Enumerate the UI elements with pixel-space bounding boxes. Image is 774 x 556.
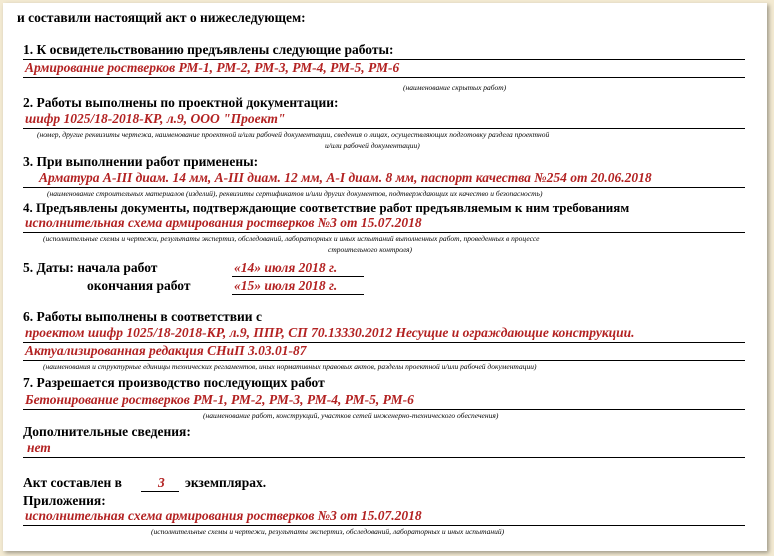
attachments-line <box>23 525 745 526</box>
extra-info-value: нет <box>27 440 51 455</box>
section-1-note: (наименование скрытых работ) <box>403 83 507 92</box>
section-3-value: Арматура А-III диам. 14 мм, А-III диам. 12 мм, А-I диам. 8 мм, паспорт качества №254 от 20.06.2018 <box>39 170 652 185</box>
section-7-line <box>23 409 745 410</box>
section-3-line <box>23 187 745 188</box>
end-date-line <box>232 294 364 295</box>
extra-info-line <box>23 457 745 458</box>
copies-count: 3 <box>158 475 165 490</box>
section-1-label: 1. К освидетельствованию предъявлены следующие работы: <box>23 42 394 57</box>
section-5-end-label: окончания работ <box>87 278 191 293</box>
section-4-label: 4. Предъявлены документы, подтверждающие соответствие работ предъявляемым к ним требованиям <box>23 200 630 215</box>
section-7-value: Бетонирование ростверков РМ-1, РМ-2, РМ-3, РМ-4, РМ-5, РМ-6 <box>25 392 414 407</box>
section-6-label: 6. Работы выполнены в соответствии с <box>23 309 262 324</box>
section-6-line-2 <box>23 360 745 361</box>
section-6-note: (наименования и структурные единицы технических регламентов, иных нормативных правовых актов, разделы проектной и/или рабочей документации) <box>43 362 537 371</box>
copies-prefix: Акт составлен в <box>23 475 122 490</box>
attachments-value: исполнительная схема армирования ростверков №3 от 15.07.2018 <box>25 508 422 523</box>
section-2-value: шифр 1025/18-2018-КР, л.9, ООО "Проект" <box>25 111 286 126</box>
section-4-note-1: (исполнительные схемы и чертежи, результаты экспертиз, обследований, лабораторных и иных испытаний выполненных работ, проведенных в процессе <box>43 234 540 243</box>
start-date-value: «14» июля 2018 г. <box>234 260 338 275</box>
section-4-value: исполнительная схема армирования ростверков №3 от 15.07.2018 <box>25 215 422 230</box>
start-date-line <box>232 276 364 277</box>
section-2-note-1: (номер, другие реквизиты чертежа, наименование проектной и/или рабочей документации, сведения о лицах, осуществляющих подготовку раздела проектной <box>37 130 550 139</box>
copies-suffix: экземплярах. <box>185 475 267 490</box>
document-intro: и составили настоящий акт о нижеследующем: <box>17 10 306 25</box>
section-4-note-2: строительного контроля) <box>328 245 412 254</box>
section-7-note: (наименование работ, конструкций, участков сетей инженерно-технического обеспечения) <box>203 411 499 420</box>
end-date-value: «15» июля 2018 г. <box>234 278 338 293</box>
attachments-note: (исполнительные схемы и чертежи, результаты экспертиз, обследований, лабораторных и иных испытаний) <box>151 527 505 536</box>
section-2-label: 2. Работы выполнены по проектной документации: <box>23 95 339 110</box>
attachments-label: Приложения: <box>23 493 106 508</box>
act-document <box>3 3 767 551</box>
section-4-line <box>23 232 745 233</box>
section-6-value-2: Актуализированная редакция СНиП 3.03.01-87 <box>25 343 307 358</box>
section-2-note-2: и/или рабочей документации) <box>325 141 420 150</box>
section-1-line <box>23 77 745 78</box>
section-5-start-label: 5. Даты: начала работ <box>23 260 158 275</box>
extra-info-label: Дополнительные сведения: <box>23 424 191 439</box>
section-1-value: Армирование ростверков РМ-1, РМ-2, РМ-3, РМ-4, РМ-5, РМ-6 <box>25 60 400 75</box>
section-6-value-1: проектом шифр 1025/18-2018-КР, л.9, ППР, СП 70.13330.2012 Несущие и ограждающие конструкции. <box>25 325 635 340</box>
section-3-note: (наименование строительных материалов (изделий), реквизиты сертификатов и/или других документов, подтверждающих их качество и безопасность) <box>47 189 543 198</box>
section-3-label: 3. При выполнении работ применены: <box>23 154 259 169</box>
section-7-label: 7. Разрешается производство последующих работ <box>23 375 325 390</box>
copies-line <box>141 491 179 492</box>
section-2-line <box>23 128 745 129</box>
